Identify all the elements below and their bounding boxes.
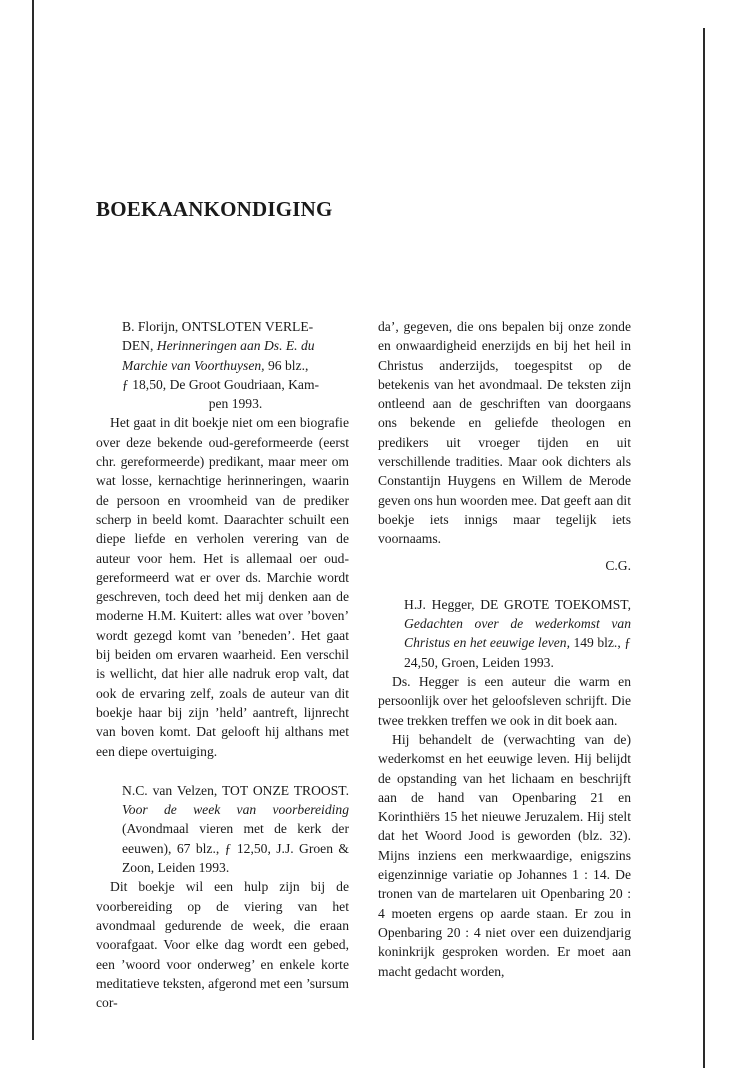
column-left [96,317,349,1012]
review1-entry-line2b: Herinneringen aan Ds. E. du [156,338,315,354]
page-edge-right [703,28,705,1068]
review1-body: Het gaat in dit boekje niet om een biografie over deze bekende oud-gereformeerde (eerst chr. gereformeerde) predikant, maar meer om wat losse, kernachtige herinneringen, waarin de persoon en vroomheid van de prediker scherp in beeld komt. Daarachter schuilt een diepe liefde en verholen verering van de auteur voor hem. Het is allemaal oer oud-gereformeerd wat er over ds. Marchie wordt geschreven, toch deed het mij denken aan de moderne H.M. Kuitert: alles wat over ’boven’ wordt gezegd komt van ’beneden’. Het gaat bij beiden om ervaren waarheid. Een verschil is wellicht, dat hier alle nadruk erop valt, dat ook de ervaring zelf, zoals de auteur van dit boekje haar bij zijn ’held’ aantreft, lijnrecht van boven komt. Dat gelooft hij althans met een diepe overtuiging. [96,415,349,759]
column-right [378,317,631,981]
review2-entry-b: Voor de week van voorbereiding [122,802,349,818]
review2-entry-c: (Avondmaal vieren met de kerk der eeuwen), 67 blz., ƒ 12,50, J.J. Groen & Zoon, Leiden 1993. [122,821,349,876]
review1-entry-line4: ƒ 18,50, De Groot Goudriaan, Kam- [122,376,320,392]
review2-entry-a: N.C. van Velzen, TOT ONZE TROOST. [122,782,349,798]
review3-para1: Ds. Hegger is een auteur die warm en persoonlijk over het geloofsleven schrijft. Die twee trekken treffen we ook in dit boek aan. [378,674,631,728]
review1-entry-line1: B. Florijn, ONTSLOTEN VERLE- [122,319,314,334]
review2-bibliographic-entry [96,781,349,877]
review2-body-right: da’, gegeven, die ons bepalen bij onze zonde en onwaardigheid enerzijds en bij het heil in Christus anderzijds, toegespitst op de betekenis van het avondmaal. De teksten zijn ontleend aan de geschriften van doorgaans ons bekende en geliefde theologen en predikers uit vroeger tijden en uit verschillende tradities. Maar ook dichters als Constantijn Huygens en Willem de Merode geven ons hun woorden mee. Dat geeft aan dit boekje iets innigs maar tegelijk iets voornaams. [378,319,631,547]
page-title: BOEKAANKONDIGING [96,197,333,221]
review2-body-left: Dit boekje wil een hulp zijn bij de voorbereiding op de viering van het avondmaal gedurende de week, die eraan voorafgaat. Voor elke dag wordt een gebed, een ’woord voor onderweg’ en enkele korte meditatieve teksten, afgerond met een ’sursum cor- [96,879,349,1011]
review1-entry-line2a: DEN, [122,338,157,354]
review3-entry-a: H.J. Hegger, DE GROTE TOEKOMST, [404,596,631,612]
review1-entry-line5: pen 1993. [208,396,263,412]
review1-entry-line3: Marchie van Voorthuysen, [122,357,265,373]
review2-signature: C.G. [605,557,631,573]
review1-bibliographic-entry [96,317,349,413]
review3-entry-b: Gedachten over de wederkomst van Christus en het eeuwige leven, [404,616,631,651]
review3-para2: Hij behandelt de (verwachting van de) wederkomst en het eeuwige leven. Hij belijdt de opstanding van het lichaam en beschrijft aan de hand van Openbaring 21 en Korinthiërs 15 het nieuwe Jeruzalem. Hij stelt dat het Woord Jood is geworden (blz. 32). Mijns inziens een merkwaardige, enigszins eigenzinnige variatie op Johannes 1 : 14. De tronen van de martelaren uit Openbaring 20 : 4 moeten ergens op aarde staan. Er zou in Openbaring 20 : 4 niet over een duizendjarig koninkrijk gesproken worden. Er moet aan macht gedacht worden, [378,731,631,979]
page-edge-left [32,0,34,1040]
review1-entry-line3b: 96 blz., [264,357,309,373]
review3-bibliographic-entry [378,595,631,672]
review3-entry-c: 149 blz., ƒ 24,50, Groen, Leiden 1993. [404,635,631,670]
